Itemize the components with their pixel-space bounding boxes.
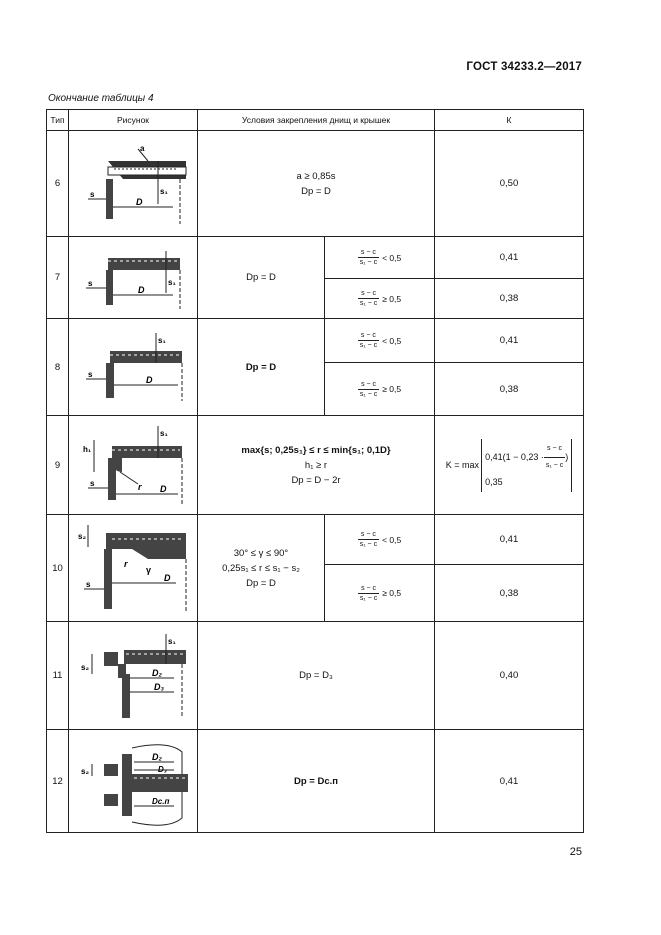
svg-text:D: D [160, 484, 167, 494]
ratio-fraction: $\frac{s - c}{\text{s₁ − c}}$ [359, 380, 378, 398]
svg-text:s: s [88, 370, 93, 379]
k-formula [446, 439, 572, 492]
svg-text:Dс.п: Dс.п [152, 796, 170, 806]
ratio-inequality: < 0,5 [382, 534, 402, 545]
flange-table [46, 109, 584, 833]
k-bracket [481, 439, 572, 492]
condition-line: Dр = D [301, 185, 331, 197]
ratio-inequality: ≥ 0,5 [382, 384, 402, 394]
ratio-fraction: $\frac{s - c}{\text{s₁ − c}}$ [359, 531, 378, 548]
condition-text: Dр = D [245, 361, 277, 373]
svg-text:D₂: D₂ [152, 668, 162, 678]
ratio-cell-lt [325, 237, 435, 279]
drawing-type-11 [78, 628, 188, 723]
svg-text:s₁: s₁ [168, 277, 176, 287]
k-cell: 0,50 [435, 131, 584, 237]
drawing-type-12 [78, 734, 188, 829]
svg-text:D: D [136, 196, 143, 207]
table-row [47, 622, 584, 730]
svg-text:D₃: D₃ [154, 682, 164, 692]
figure-cell [69, 622, 198, 730]
document-header: ГОСТ 34233.2—2017 [466, 61, 582, 73]
type-cell: 7 [47, 237, 69, 319]
header-type: Тип [47, 110, 69, 131]
figure-cell [69, 319, 198, 416]
ratio-inequality: ≥ 0,5 [382, 293, 402, 304]
conditions-cell: Dр = D₃ [198, 622, 435, 730]
drawing-type-10 [76, 519, 191, 617]
header-k: К [435, 110, 584, 131]
svg-text:s: s [90, 189, 95, 199]
figure-cell [69, 237, 198, 319]
conditions-cell [198, 131, 435, 237]
conditions-cell [198, 730, 435, 833]
condition-line: Dр = D [246, 577, 276, 589]
type-cell: 9 [47, 416, 69, 515]
svg-text:γ: γ [145, 565, 151, 575]
table-row [47, 416, 584, 515]
svg-text:r: r [138, 482, 142, 492]
svg-text:D: D [146, 375, 153, 385]
k-cell: 0,41 [435, 730, 584, 833]
svg-text:h₁: h₁ [83, 445, 92, 454]
k-cell: 0,38 [435, 565, 584, 622]
type-cell: 8 [47, 319, 69, 416]
ratio-fraction: $\frac{s - c}{\text{s₁ − c}}$ [359, 332, 378, 349]
condition-line: h₁ ≥ r [304, 459, 328, 471]
table-row [47, 730, 584, 833]
page-number: 25 [569, 846, 582, 858]
conditions-cell [198, 319, 325, 416]
type-cell: 12 [47, 730, 69, 833]
svg-text:s₁: s₁ [168, 637, 176, 646]
k-prefix: K = max [445, 460, 480, 470]
condition-text: Dр = Dс.п [293, 775, 338, 787]
svg-text:r: r [123, 559, 128, 569]
figure-cell [69, 730, 198, 833]
ratio-cell-ge [325, 565, 435, 622]
svg-text:s₁: s₁ [160, 186, 168, 196]
condition-line: 30° ≤ γ ≤ 90° [233, 547, 289, 559]
ratio-fraction: $\frac{s - c}{\text{s₁ − c}}$ [544, 441, 565, 474]
drawing-type-7 [78, 243, 188, 313]
k-cell: 0,41 [435, 515, 584, 565]
ratio-fraction: $\frac{s - c}{\text{s₁ − c}}$ [359, 290, 378, 307]
type-cell: 6 [47, 131, 69, 237]
svg-text:s₂: s₂ [77, 532, 86, 541]
table-caption: Окончание таблицы 4 [48, 93, 154, 104]
condition-line: a ≥ 0,85s [296, 170, 336, 182]
ratio-cell-lt [325, 515, 435, 565]
condition-line: 0,25s₁ ≤ r ≤ s₁ − s₂ [222, 562, 300, 574]
table-header-row [47, 110, 584, 131]
table-row [47, 319, 584, 363]
svg-text:s₂: s₂ [81, 766, 90, 776]
k-cell: 0,40 [435, 622, 584, 730]
drawing-type-8 [78, 327, 188, 407]
svg-text:s₁: s₁ [160, 429, 168, 438]
svg-text:s: s [85, 580, 90, 589]
k-cell: 0,41 [435, 319, 584, 363]
svg-text:D: D [163, 573, 170, 583]
table-row [47, 131, 584, 237]
ratio-cell-lt [325, 319, 435, 363]
svg-text:s₁: s₁ [158, 336, 166, 345]
k-cell [435, 416, 584, 515]
figure-cell [69, 131, 198, 237]
table-row [47, 237, 584, 279]
conditions-cell [198, 416, 435, 515]
figure-cell [69, 515, 198, 622]
ratio-inequality: < 0,5 [382, 335, 402, 346]
svg-text:D₂: D₂ [152, 751, 162, 762]
drawing-type-6 [78, 139, 188, 229]
svg-text:s: s [88, 278, 93, 288]
conditions-cell: Dр = D [198, 237, 325, 319]
header-figure: Рисунок [69, 110, 198, 131]
drawing-type-9 [78, 420, 188, 510]
header-conditions: Условия закрепления днищ и крышек [198, 110, 435, 131]
svg-text:s: s [90, 479, 95, 488]
table-row [47, 515, 584, 565]
ratio-cell-ge [325, 279, 435, 319]
type-cell: 11 [47, 622, 69, 730]
condition-line: Dр = D − 2r [291, 474, 341, 486]
ratio-fraction: $\frac{s - c}{\text{s₁ − c}}$ [359, 584, 378, 602]
svg-text:s₂: s₂ [81, 663, 90, 672]
condition-line: max{s; 0,25s₁} ≤ r ≤ min{s₁; 0,1D} [241, 444, 391, 456]
ratio-inequality: ≥ 0,5 [382, 588, 402, 598]
k-cell: 0,41 [435, 237, 584, 279]
k-term-b: 0,35 [485, 476, 503, 487]
k-term-a: 0,41(1 − 0,23 · $\frac{s - c}{\text{s₁ − c}}$ ) [485, 441, 568, 474]
k-cell: 0,38 [435, 363, 584, 416]
ratio-inequality: < 0,5 [382, 252, 402, 263]
ratio-fraction: $\frac{s - c}{\text{s₁ − c}}$ [359, 249, 378, 266]
svg-text:a: a [140, 143, 145, 153]
k-cell: 0,38 [435, 279, 584, 319]
ratio-cell-ge [325, 363, 435, 416]
svg-text:D: D [138, 284, 145, 295]
figure-cell [69, 416, 198, 515]
conditions-cell [198, 515, 325, 622]
type-cell: 10 [47, 515, 69, 622]
svg-text:D₃: D₃ [158, 764, 167, 774]
